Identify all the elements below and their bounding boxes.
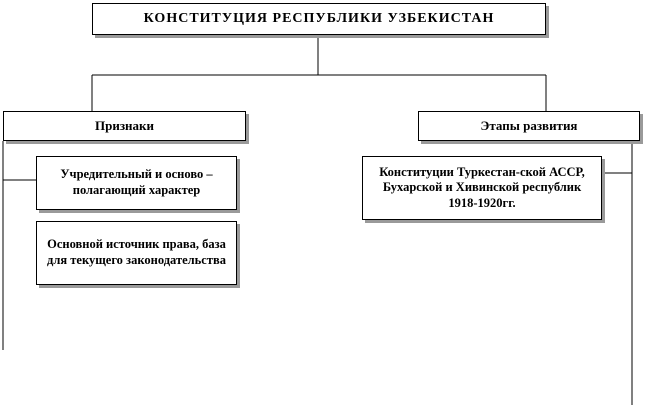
diagram-title	[92, 3, 546, 35]
left-item-2-text: Основной источник права, база для текущего законодательства	[47, 237, 226, 267]
right-branch-header	[418, 111, 640, 141]
right-item-constitutions-1918-1920	[362, 156, 602, 220]
right-item-1-text: Конституции Туркестан-ской АССР, Бухарской и Хивинской республик 1918-1920гг.	[379, 164, 585, 210]
left-item-1-text: Учредительный и осново – полагающий характер	[60, 167, 213, 197]
left-branch-header-text: Признаки	[94, 117, 155, 133]
diagram-title-text: КОНСТИТУЦИЯ РЕСПУБЛИКИ УЗБЕКИСТАН	[143, 11, 495, 27]
left-item-founding-character	[36, 156, 237, 210]
left-item-main-source	[36, 221, 237, 285]
right-branch-header-text: Этапы развития	[480, 117, 578, 133]
left-branch-header	[3, 111, 246, 141]
